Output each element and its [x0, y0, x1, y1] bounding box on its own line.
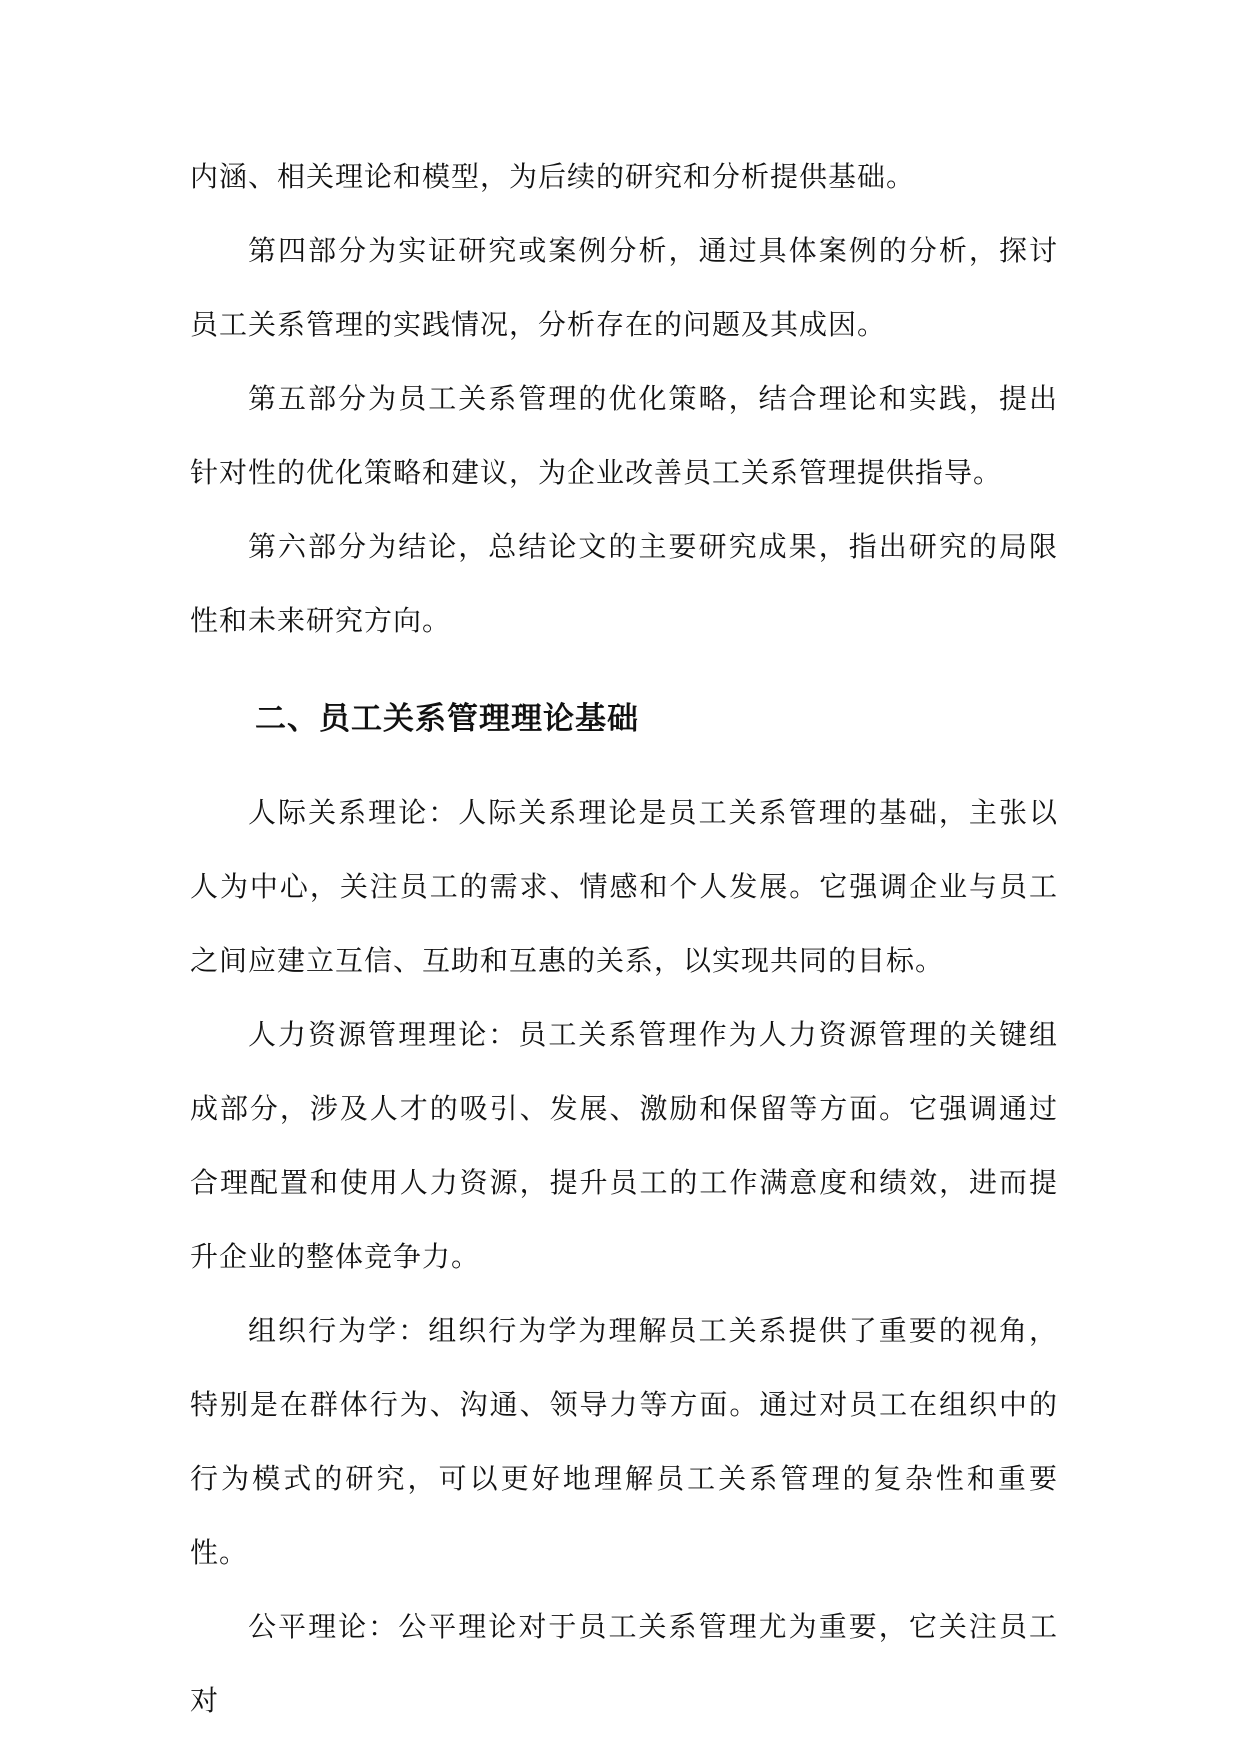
paragraph-8: 公平理论：公平理论对于员工关系管理尤为重要，它关注员工对	[190, 1610, 1058, 1717]
section-heading: 二、员工关系管理理论基础	[255, 701, 639, 737]
paragraph-1: 内涵、相关理论和模型，为后续的研究和分析提供基础。	[190, 160, 916, 193]
paragraph-3: 第五部分为员工关系管理的优化策略，结合理论和实践，提出针对性的优化策略和建议，为企业改善员工关系管理提供指导。	[190, 382, 1058, 489]
paragraph-5: 人际关系理论：人际关系理论是员工关系管理的基础，主张以人为中心，关注员工的需求、情感和个人发展。它强调企业与员工之间应建立互信、互助和互惠的关系，以实现共同的目标。	[190, 796, 1058, 977]
paragraph-7: 组织行为学：组织行为学为理解员工关系提供了重要的视角，特别是在群体行为、沟通、领导力等方面。通过对员工在组织中的行为模式的研究，可以更好地理解员工关系管理的复杂性和重要性。	[190, 1314, 1058, 1569]
paragraph-2: 第四部分为实证研究或案例分析，通过具体案例的分析，探讨员工关系管理的实践情况，分析存在的问题及其成因。	[190, 234, 1058, 341]
paragraph-6: 人力资源管理理论：员工关系管理作为人力资源管理的关键组成部分，涉及人才的吸引、发展、激励和保留等方面。它强调通过合理配置和使用人力资源，提升员工的工作满意度和绩效，进而提升企业的整体竞争力。	[190, 1018, 1058, 1273]
paragraph-4: 第六部分为结论，总结论文的主要研究成果，指出研究的局限性和未来研究方向。	[190, 530, 1058, 637]
document-body	[190, 140, 1058, 1738]
